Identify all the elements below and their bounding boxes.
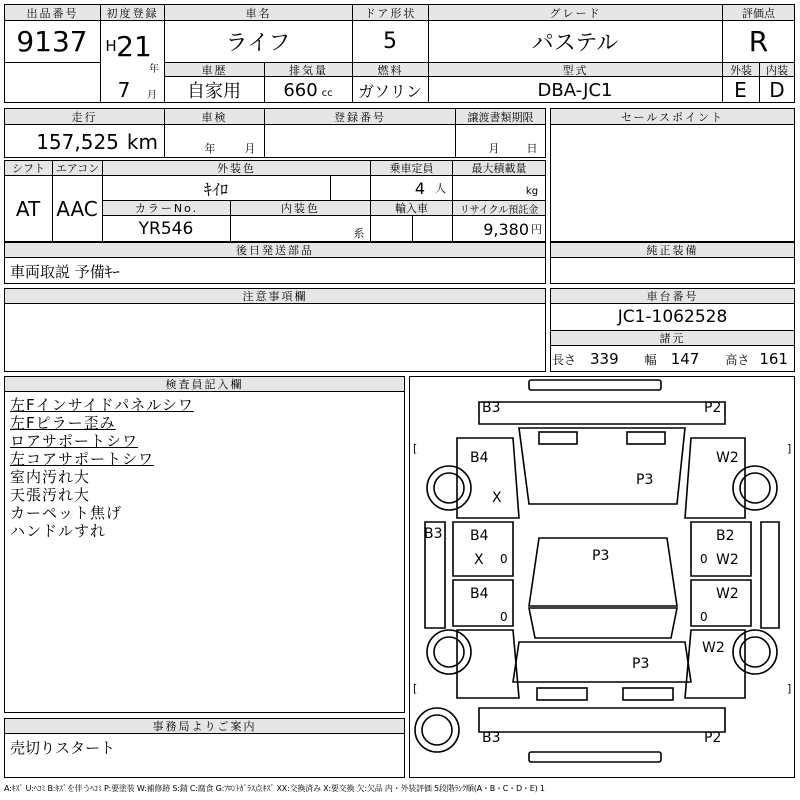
recycle-unit: 円 [531, 223, 542, 236]
parts-value: 車両取説 予備ｷｰ [10, 262, 120, 281]
length-value: 339 [590, 350, 619, 368]
exterior-label: 外装 [722, 62, 760, 77]
first-reg-label: 初度登録 [100, 4, 165, 21]
lot-no-label: 出品番号 [4, 4, 101, 21]
mileage-value [4, 125, 164, 158]
ext-color-label: 外装色 [102, 160, 371, 176]
parts-label: 後日発送部品 [4, 242, 546, 258]
shift-value: AT [15, 197, 41, 221]
damage-hood-x: X [492, 490, 502, 506]
inspector-line: 室内汚れ大 [10, 468, 91, 486]
score-label: 評価点 [722, 4, 795, 21]
displacement-label: 排気量 [264, 62, 353, 77]
office-label: 事務局よりご案内 [4, 718, 405, 734]
grade-value: パステル [531, 31, 619, 56]
damage-right-rear-door: W2 [716, 586, 739, 602]
displacement-value [264, 77, 352, 103]
height-value: 161 [759, 350, 788, 368]
color-no-value: YR546 [138, 219, 194, 239]
damage-left-front-door: B4 [470, 528, 489, 544]
svg-text:[: [ [413, 442, 418, 455]
svg-text:]: ] [787, 442, 792, 455]
door-label: ドア形状 [352, 4, 429, 21]
inspector-line: カーペット焦げ [10, 504, 123, 522]
damage-right-quarter: W2 [702, 640, 725, 656]
shift-label: シフト [4, 160, 53, 176]
svg-text:]: ] [787, 682, 792, 695]
mileage-unit: km [126, 129, 158, 154]
reg-no-label: 登録番号 [264, 108, 456, 125]
car-name: ライフ [225, 31, 291, 56]
era: H [105, 37, 117, 55]
month-unit: 月 [147, 89, 157, 100]
genuine-label: 純正装備 [550, 242, 795, 258]
damage-trunk: P3 [632, 656, 650, 672]
height-label: 高さ [725, 353, 750, 367]
load-unit: kg [525, 185, 539, 197]
inspector-line: 天張汚れ大 [10, 486, 91, 504]
length-label: 長さ [552, 353, 577, 367]
inspection-month-unit: 月 [244, 142, 256, 155]
capacity-label: 乗車定員 [370, 160, 453, 176]
width-value: 147 [670, 350, 700, 368]
model-value: DBA-JC1 [537, 79, 613, 101]
chassis-value: JC1-1062528 [617, 307, 728, 327]
damage-front-left: B3 [482, 400, 501, 416]
damage-right-front-door: B2 [716, 528, 735, 544]
history-value: 自家用 [187, 81, 241, 102]
width-label: 幅 [644, 353, 657, 367]
inspection-year-unit: 年 [204, 142, 216, 155]
score-value: R [748, 25, 769, 58]
ac-label: エアコン [52, 160, 103, 176]
footer-legend: A:ｷｽﾞ U:ﾍｺﾐ B:ｷｽﾞを伴うﾍｺﾐ P:要塗装 W:補修跡 S:錆 C:腐食 G:ﾌﾛﾝﾄｶﾞﾗｽ点ｷｽﾞ XX:交換済み X:要交換 欠:欠品 内・外装評価 5段階ﾗﾝｸ順(A・B・C・D・E) 1 [4, 783, 545, 793]
fuel-value: ガソリン [357, 81, 422, 101]
ac-value: AAC [56, 197, 98, 221]
damage-left-side: B3 [424, 526, 443, 542]
damage-left-door-o: 0 [500, 552, 508, 566]
damage-right-rear-door-o: 0 [700, 610, 708, 624]
dims-label: 諸元 [550, 330, 795, 346]
car-name-label: 車名 [164, 4, 353, 21]
sales-point-label: セールスポイント [550, 108, 795, 125]
year-unit: 年 [149, 63, 159, 74]
inspector-line: 左Fインサイドパネルシワ [10, 396, 194, 414]
import-label: 輸入車 [370, 200, 453, 216]
inspection-label: 車検 [164, 108, 265, 125]
lot-no: 9137 [16, 25, 88, 58]
inspector-line: 左コアサポートシワ [10, 450, 155, 468]
capacity-value [370, 176, 452, 200]
int-color-unit: 系 [353, 227, 365, 240]
damage-left-rear-door-o: 0 [500, 610, 508, 624]
chassis-label: 車台番号 [550, 288, 795, 304]
transfer-label: 譲渡書類期限 [455, 108, 546, 125]
damage-hood: P3 [636, 472, 654, 488]
color-no-label: カラーNo. [102, 200, 231, 216]
model-label: 型式 [428, 62, 723, 77]
ext-color-value: ｷｲﾛ [203, 179, 228, 199]
first-reg-year: 21 [116, 29, 152, 63]
displacement-number: 660 [283, 79, 318, 101]
mileage-number: 157,525 [36, 129, 119, 154]
damage-roof: P3 [592, 548, 610, 564]
svg-text:[: [ [413, 682, 418, 695]
dims-row [552, 347, 794, 371]
office-text: 売切りスタート [10, 738, 116, 757]
interior-label: 内装 [759, 62, 795, 77]
damage-left-fender: B4 [470, 450, 489, 466]
int-color-label: 内装色 [230, 200, 371, 216]
displacement-unit: cc [321, 87, 333, 99]
mileage-label: 走行 [4, 108, 165, 125]
inspector-line: 左Fピラー歪み [10, 414, 116, 432]
transfer-day-unit: 日 [526, 142, 538, 155]
damage-right-front-door-w: W2 [716, 552, 739, 568]
fuel-label: 燃料 [352, 62, 429, 77]
sales-point-block [550, 108, 795, 242]
damage-right-fender: W2 [716, 450, 739, 466]
inspector-label: 検査員記入欄 [4, 376, 405, 392]
damage-left-rear-door: B4 [470, 586, 489, 602]
car-outline [409, 376, 795, 778]
first-reg-month: 7 [117, 78, 131, 102]
capacity-number: 4 [414, 178, 425, 198]
recycle-value [452, 216, 546, 242]
damage-front-right: P2 [704, 400, 722, 416]
damage-left-door-x: X [474, 552, 484, 568]
exterior-value: E [734, 78, 747, 102]
load-label: 最大積載量 [452, 160, 546, 176]
damage-right-door-o: 0 [700, 552, 708, 566]
capacity-unit: 人 [435, 182, 446, 195]
interior-value: D [769, 78, 785, 102]
notes-label: 注意事項欄 [4, 288, 546, 304]
damage-rear-right: P2 [704, 730, 722, 746]
door-value: 5 [383, 29, 397, 54]
grade-label: グレード [428, 4, 723, 21]
transfer-month-unit: 月 [488, 142, 500, 155]
history-label: 車歴 [164, 62, 265, 77]
recycle-number: 9,380 [483, 219, 529, 239]
inspector-line: ロアサポートシワ [10, 432, 139, 450]
damage-rear-left: B3 [482, 730, 501, 746]
recycle-label: リサイクル預託金 [452, 200, 546, 216]
inspector-line: ハンドルすれ [10, 522, 107, 540]
